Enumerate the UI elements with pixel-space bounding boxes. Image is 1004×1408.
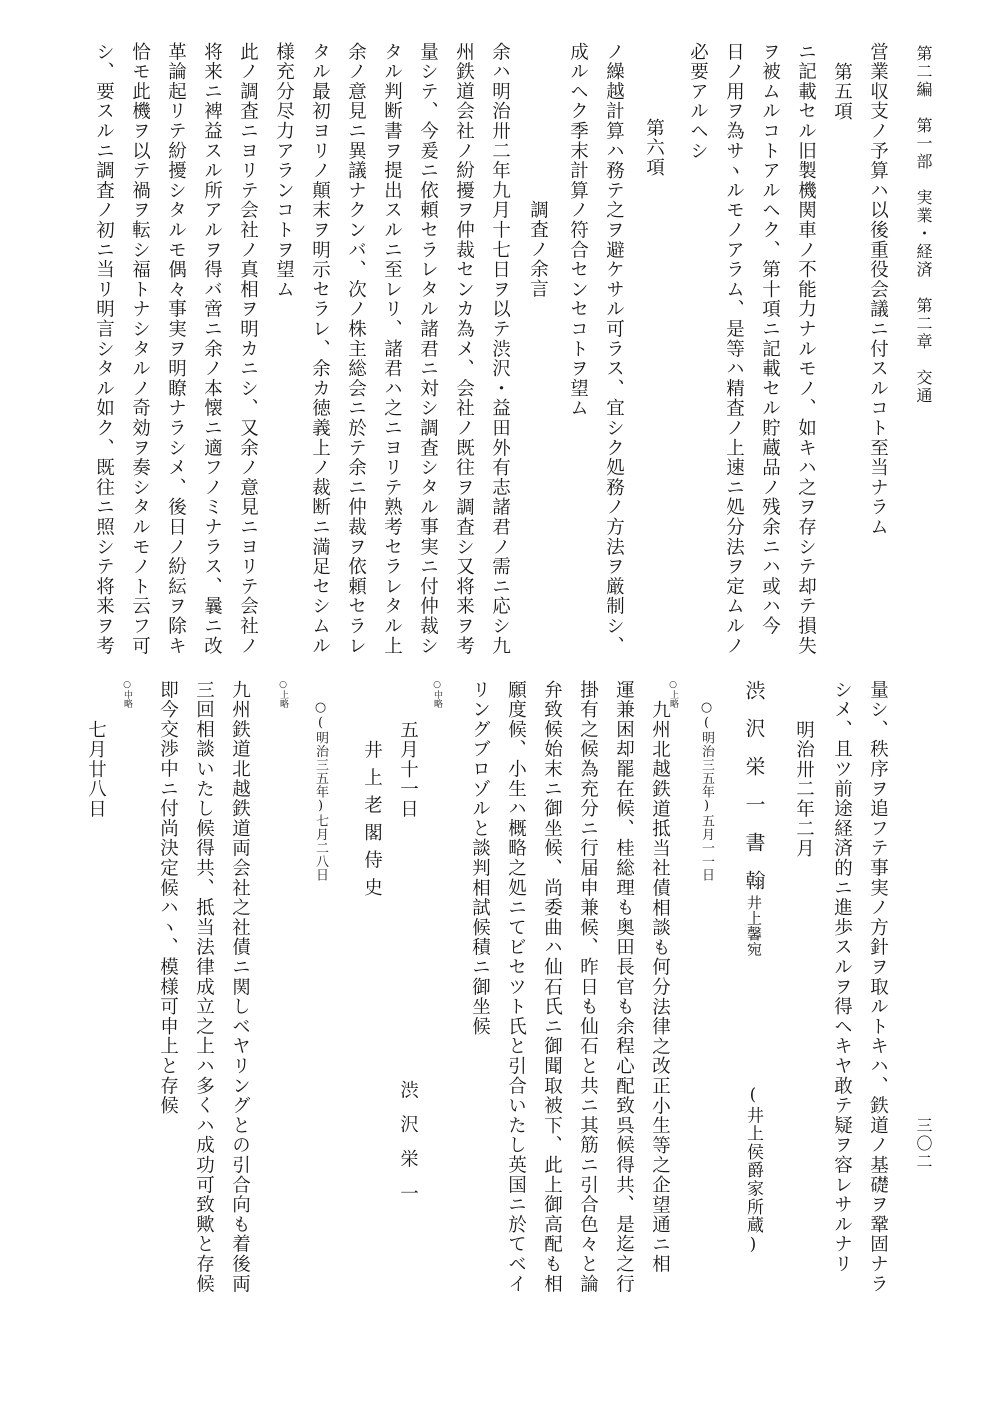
text-line: 州鉄道会社ノ紛擾ヲ仲裁センカ為メ、会社ノ既往ヲ調査シ又将来ヲ考 [453, 42, 475, 656]
text-line: 此ノ調査ニヨリテ会社ノ真相ヲ明カニシ、又余ノ意見ニヨリテ会社ノ [237, 42, 259, 656]
text-line: タル判断書ヲ提出スルニ至レリ、諸君ハ之ニヨリテ熟考セラレタル上 [381, 42, 403, 656]
text-line: 様充分尽力アランコトヲ望ム [273, 42, 295, 300]
letter-date-tag: ○(明治三五年)七月二八日 [313, 700, 328, 882]
letter-date-tag: ○(明治三五年)五月一一日 [699, 700, 714, 882]
section-heading: 調査ノ余言 [527, 200, 549, 299]
letter-line: 三回相談いたし候得共、抵当法律成立之上ハ多くハ成功可致歟と存候 [193, 680, 215, 1294]
text-line: 営業収支ノ予算ハ以後重役会議ニ付スルコト至当ナラム [867, 42, 889, 537]
text-line: シメ、且ツ前途経済的ニ進歩スルヲ得ヘキヤ敢テ疑ヲ容レサルナリ [831, 680, 853, 1274]
letter-line: 弁致候始末ニ御坐候、尚委曲ハ仙石氏ニ御聞取被下、此上御高配も相 [541, 680, 563, 1294]
section-heading: 第五項 [831, 62, 853, 122]
text-line: 量シ、秩序ヲ追フテ事実ノ方針ヲ取ルトキハ、鉄道ノ基礎ヲ鞏固ナラ [867, 680, 889, 1294]
running-title: 第二編 第一部 実業・経済 第二章 交通 [914, 45, 933, 405]
archive-note: (井上侯爵家所蔵) [743, 1085, 763, 1256]
letter-line: リングブロゾルと談判相試候積ニ御坐候 [469, 680, 491, 1037]
page-number: 三〇二 [914, 1117, 933, 1171]
letter-date: 五月十一日 [397, 720, 419, 819]
letter-line: 九州鉄道北越鉄道両会社之社債ニ関しベヤリングとの引合向も着後両 [229, 680, 251, 1294]
letter-signature: 渋沢栄一 [397, 1080, 419, 1218]
text-line: タル最初ヨリノ顛末ヲ明示セラレ、余カ徳義上ノ裁断ニ満足セシムル [309, 42, 331, 656]
letter-date: 七月廿八日 [85, 720, 107, 819]
letter-line: 九州北越鉄道抵当社債相談も何分法律之改正小生等之企望通ニ相 [649, 700, 671, 1275]
text-line: ニ記載セル旧製機関車ノ不能力ナルモノ、如キハ之ヲ存シテ却テ損失 [795, 42, 817, 656]
letter-line: 願度候、小生ハ概略之処ニてビセツト氏と引合いたし英国ニ於てベイ [505, 680, 527, 1294]
text-line: 日ノ用ヲ為サヽルモノアラム、是等ハ精査ノ上速ニ処分法ヲ定ムルノ [723, 42, 745, 656]
text-line: 余ハ明治卅二年九月十七日ヲ以テ渋沢・益田外有志諸君ノ需ニ応シ九 [489, 42, 511, 656]
text-line: ヲ被ムルコトアルヘク、第十項ニ記載セル貯蔵品ノ残余ニハ或ハ今 [759, 42, 781, 636]
letter-line: 即今交渉中ニ付尚決定候ハヽ、模様可申上と存候 [157, 680, 179, 1116]
omission-mark: ○中略 [122, 680, 132, 708]
omission-mark: ○中略 [432, 680, 442, 708]
letter-addressee: 井上老閣侍史 [361, 740, 383, 905]
text-line: ノ繰越計算ハ務テ之ヲ避ケサル可ラス、宜シク処務ノ方法ヲ厳制シ、 [603, 42, 625, 656]
letter-heading: 渋沢栄一書翰 [742, 680, 766, 908]
section-heading: 第六項 [643, 118, 665, 178]
text-line: 恰モ此機ヲ以テ禍ヲ転シ福トナシタルノ奇効ヲ奏シタルモノト云フ可 [129, 42, 151, 656]
text-line: シ、要スルニ調査ノ初ニ当リ明言シタル如ク、既往ニ照シテ将来ヲ考 [93, 42, 115, 656]
text-line: 余ノ意見ニ異議ナクンバ、次ノ株主総会ニ於テ余ニ仲裁ヲ依頼セラレ [345, 42, 367, 656]
text-line: 革論起リテ紛擾シタルモ偶々事実ヲ明瞭ナラシメ、後日ノ紛紜ヲ除キ [165, 42, 187, 656]
text-line: 将来ニ裨益スル所アルヲ得バ啻ニ余ノ本懐ニ適フノミナラス、曩ニ改 [201, 42, 223, 656]
omission-mark: ○上略 [278, 680, 288, 708]
letter-line: 運兼困却罷在候、桂総理も奥田長官も余程心配致呉候得共、是迄之行 [613, 680, 635, 1294]
text-line: 成ルヘク季末計算ノ符合センセコトヲ望ム [567, 42, 589, 419]
omission-mark: ○上略 [668, 680, 678, 708]
letter-recipient: 井上馨宛 [745, 895, 763, 957]
report-date: 明治卅二年二月 [793, 720, 815, 859]
text-line: 必要アルヘシ [687, 42, 709, 161]
text-line: 量シテ、今爰ニ依頼セラレタル諸君ニ対シ調査シタル事実ニ付仲裁シ [417, 42, 439, 656]
letter-line: 掛有之候為充分ニ行届申兼候、昨日も仙石と共ニ其筋ニ引合色々と論 [577, 680, 599, 1294]
